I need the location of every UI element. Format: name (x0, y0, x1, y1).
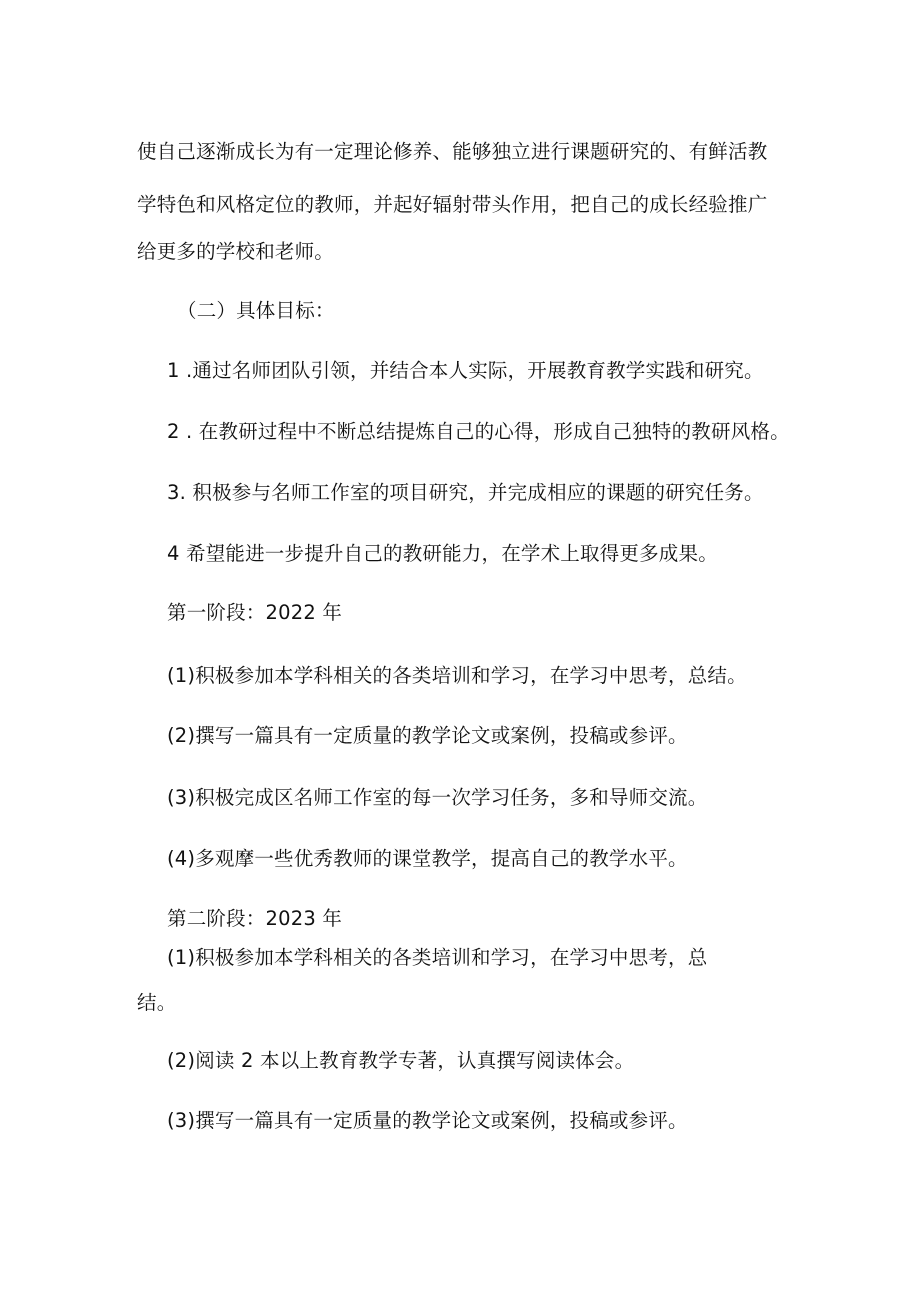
stage-one-item-3: (3)积极完成区名师工作室的每一次学习任务，多和导师交流。 (167, 786, 708, 809)
intro-line-3: 给更多的学校和老师。 (137, 240, 335, 263)
goal-item-3: 3. 积极参与名师工作室的项目研究，并完成相应的课题的研究任务。 (167, 481, 764, 504)
goal-item-2: 2 . 在教研过程中不断总结提炼自己的心得，形成自己独特的教研风格。 (167, 420, 790, 443)
stage-one-item-4: (4)多观摩一些优秀教师的课堂教学，提高自己的教学水平。 (167, 847, 688, 870)
stage-one-item-2: (2)撰写一篇具有一定质量的教学论文或案例，投稿或参评。 (167, 724, 688, 747)
stage-two-heading: 第二阶段：2023 年 (167, 907, 343, 930)
stage-two-item-1-line-2: 结。 (137, 991, 177, 1014)
stage-one-item-1: (1)积极参加本学科相关的各类培训和学习，在学习中思考，总结。 (167, 664, 747, 687)
specific-goals-heading: （二）具体目标： (177, 299, 335, 322)
intro-line-1: 使自己逐渐成长为有一定理论修养、能够独立进行课题研究的、有鲜活教 (137, 140, 768, 163)
stage-two-item-1-line-1: (1)积极参加本学科相关的各类培训和学习，在学习中思考，总 (167, 946, 708, 969)
stage-two-item-3: (3)撰写一篇具有一定质量的教学论文或案例，投稿或参评。 (167, 1109, 688, 1132)
stage-two-item-2: (2)阅读 2 本以上教育教学专著，认真撰写阅读体会。 (167, 1049, 635, 1072)
goal-item-1: 1 .通过名师团队引领，并结合本人实际，开展教育教学实践和研究。 (167, 359, 764, 382)
goal-item-4: 4 希望能进一步提升自己的教研能力，在学术上取得更多成果。 (167, 542, 718, 565)
stage-one-heading: 第一阶段：2022 年 (167, 601, 343, 624)
intro-line-2: 学特色和风格定位的教师，并起好辐射带头作用，把自己的成长经验推广 (137, 193, 768, 216)
